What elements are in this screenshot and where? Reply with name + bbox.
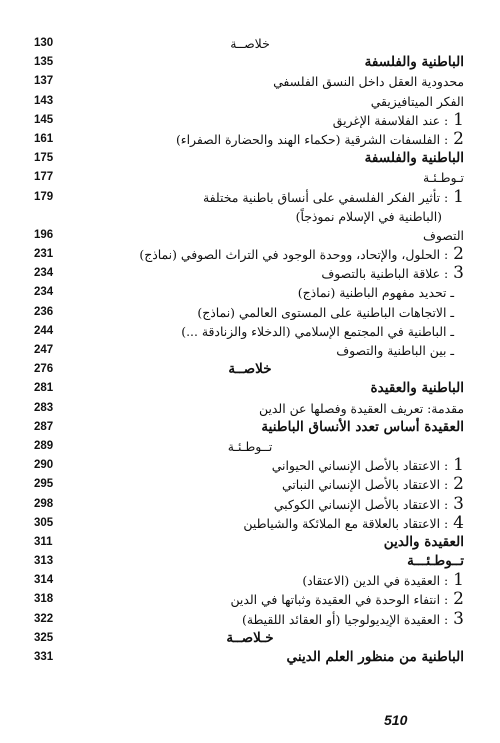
page-number: 295 [34,478,54,491]
item-number: 1 [453,109,464,130]
page-number: 311 [34,535,53,548]
entry-title: ـ تحديد مفهوم الباطنية (نماذج) [297,285,454,301]
page-number: 331 [34,651,54,663]
toc-entry [0,629,500,648]
entry-title [282,475,464,494]
item-text: : الاعتقاد بالأصل الإنساني النباتي [282,477,449,493]
page-number: 305 [34,516,54,529]
toc-entry [0,514,500,533]
section-heading: خـلاصــة [226,629,274,646]
item-number: 2 [453,244,464,265]
item-number: 3 [453,608,464,629]
entry-title: ـ بين الباطنية والتصوف [336,343,454,358]
entry-title [333,111,464,130]
section-heading: الباطنية والفلسفة [364,54,464,71]
toc-entry [0,303,500,322]
section-heading: الباطنية والفلسفة [364,150,464,167]
item-number: 2 [453,128,464,149]
toc-entry [0,571,500,590]
page-number: 244 [34,324,54,337]
page-number: 196 [34,228,54,241]
page-number: 234 [34,286,54,299]
toc-entry [0,590,500,609]
item-text: : الفلسفات الشرقية (حكماء الهند والحضارة الصفراء) [175,131,449,147]
toc-entry [0,34,500,53]
toc-entry [0,111,500,130]
toc-entry [0,322,500,341]
toc-entry [0,437,500,456]
entry-title [203,188,464,207]
entry-title: مقدمة: تعريف العقيدة وفصلها عن الدين [259,400,464,416]
item-text: : العقيدة في الدين (الاعتقاد) [302,573,449,589]
section-heading: العقيدة والدين [383,533,464,550]
item-number: 3 [453,493,464,514]
page-number: 322 [34,612,54,625]
section-heading: تــوطـئـــة [407,553,464,570]
entry-title: تــوطـئـة [227,438,273,454]
page-number: 130 [34,37,54,49]
toc-entry [0,149,500,168]
page-number: 298 [34,497,54,510]
page-number: 231 [34,248,54,261]
toc-entry [0,207,500,226]
toc-entry [0,245,500,264]
page-number: 236 [34,305,54,318]
toc-entry [0,188,500,207]
entry-title [139,245,464,264]
item-text: : عند الفلاسفة الإغريق [332,112,449,128]
toc-entry [0,399,500,418]
page-number: 281 [34,382,54,395]
toc-entry [0,341,500,360]
entry-title: تـوطـئـة [423,170,464,186]
toc-entry [0,648,500,667]
page-number: 143 [34,94,54,107]
toc-entry [0,495,500,514]
entry-title [302,571,464,590]
item-text: : الاعتقاد بالعلاقة مع الملائكة والشياطين [243,515,449,531]
item-number: 1 [453,186,464,207]
page-number: 234 [34,267,54,280]
table-of-contents [0,34,500,667]
toc-entry [0,533,500,552]
item-text: : الاعتقاد بالأصل الإنساني الكوكبي [273,496,449,512]
entry-title: خلاصــة [230,36,270,51]
page-folio: 510 [384,712,408,728]
page-number: 177 [34,171,54,184]
entry-title [230,590,464,609]
item-number: 2 [453,474,464,495]
item-number: 1 [453,455,464,476]
page-number: 287 [34,420,54,433]
page-number: 325 [34,631,54,644]
toc-entry [0,360,500,379]
entry-title: محدودية العقل داخل النسق الفلسفي [273,74,464,90]
section-heading: الباطنية والعقيدة [370,380,464,397]
toc-entry [0,456,500,475]
entry-title [272,456,464,475]
page-number: 289 [34,439,54,452]
page-number: 161 [34,132,54,145]
toc-entry [0,610,500,629]
toc-entry [0,92,500,111]
page-number: 179 [34,190,54,203]
entry-title [274,495,464,514]
item-text: : الاعتقاد بالأصل الإنساني الحيواني [271,458,449,474]
page-number: 175 [34,152,54,165]
toc-entry [0,226,500,245]
page-number: 276 [34,363,54,376]
item-number: 2 [453,589,464,610]
toc-entry [0,475,500,494]
entry-title: (الباطنية في الإسلام نموذجاً) [295,208,442,224]
toc-entry [0,418,500,437]
page-number: 283 [34,401,54,414]
page-number: 318 [34,593,54,606]
toc-entry [0,283,500,302]
page-number: 247 [34,344,54,356]
entry-title: التصوف [423,227,464,243]
toc-entry [0,264,500,283]
page-number: 135 [34,56,54,69]
item-number: 3 [453,263,464,284]
toc-entry [0,168,500,187]
item-text: : انتفاء الوحدة في العقيدة وثباتها في الدين [230,592,449,608]
section-heading: الباطنية من منظور العلم الديني [286,649,464,665]
entry-title [176,130,464,149]
page-number: 145 [34,113,54,126]
page-number: 313 [34,555,54,568]
section-heading: خلاصــة [228,361,272,378]
entry-title: الفكر الميتافيزيقي [370,93,464,109]
item-text: : العقيدة الإيديولوجيا (أو العقائد اللقيطة) [242,611,449,627]
toc-entry [0,72,500,91]
toc-entry [0,130,500,149]
item-text: : تأثير الفكر الفلسفي على أنساق باطنية مختلفة [203,189,449,205]
item-number: 4 [453,512,464,533]
entry-title [242,610,464,629]
entry-title [243,514,464,533]
item-text: : علاقة الباطنية بالتصوف [321,266,449,282]
entry-title [321,264,464,283]
toc-entry [0,379,500,398]
page-number: 290 [34,459,54,472]
toc-entry [0,53,500,72]
item-text: : الحلول، والإتحاد، ووحدة الوجود في التراث الصوفي (نماذج) [139,247,449,263]
page-number: 137 [34,75,54,88]
section-heading: العقيدة أساس تعدد الأنساق الباطنية [261,418,464,435]
item-number: 1 [453,570,464,591]
entry-title: ـ الباطنية في المجتمع الإسلامي (الدخلاء والزنادقة ...) [181,323,454,339]
toc-entry [0,552,500,571]
entry-title: ـ الاتجاهات الباطنية على المستوى العالمي (نماذج) [197,304,454,320]
page-number: 314 [34,574,54,587]
